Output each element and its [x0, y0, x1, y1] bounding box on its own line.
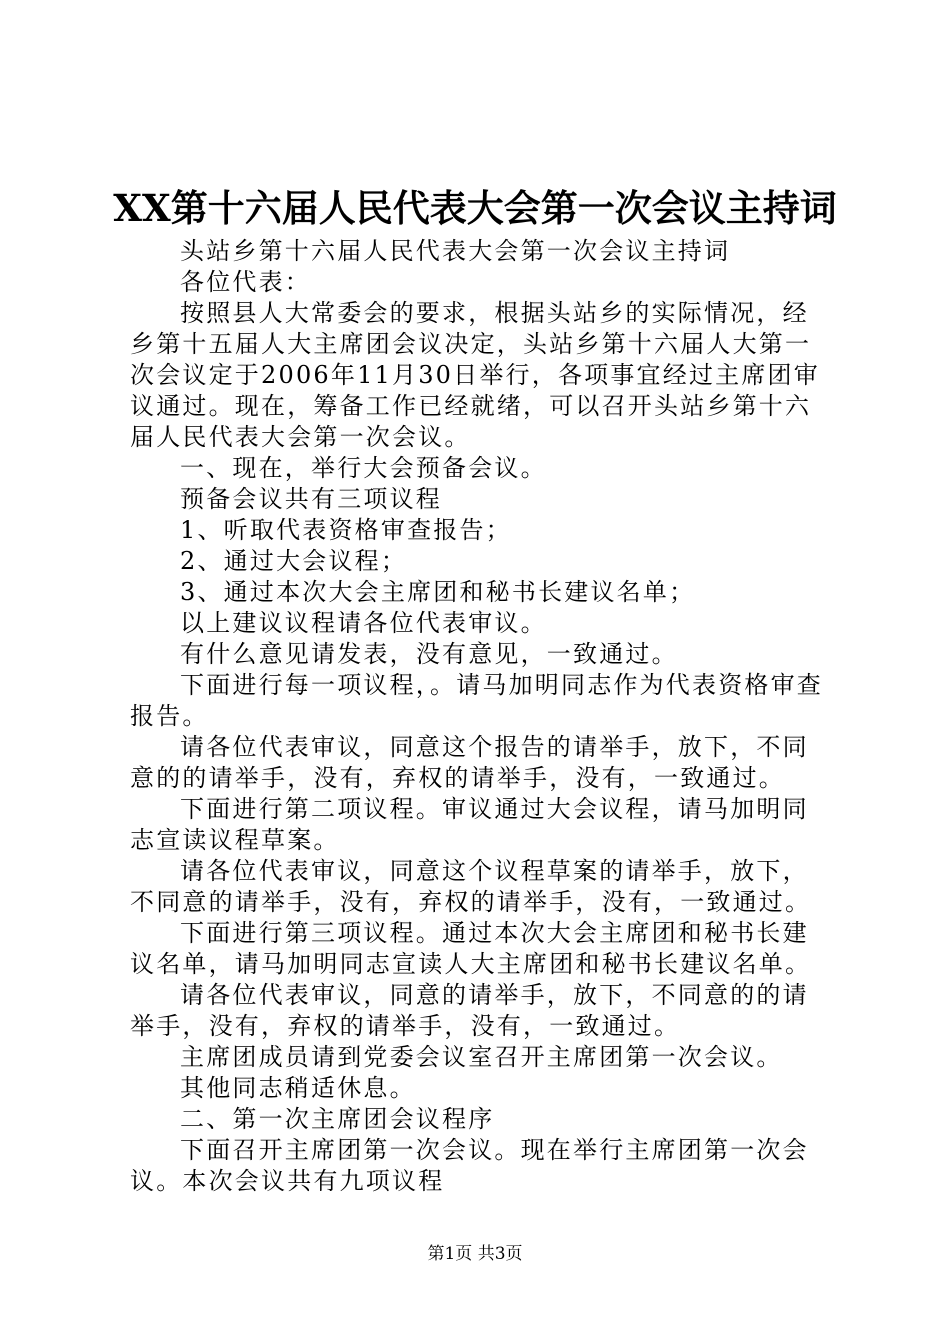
paragraph: 3、通过本次大会主席团和秘书长建议名单； — [180, 578, 696, 606]
paragraph: 2、通过大会议程； — [180, 547, 408, 575]
paragraph: 1、听取代表资格审查报告； — [180, 516, 512, 544]
document-body — [130, 236, 830, 1197]
paragraph: 按照县人大常委会的要求，根据头站乡的实际情况，经乡第十五届人大主席团会议决定，头站乡第十六届人大第一次会议定于2006年11月30日举行，各项事宜经过主席团审议通过。现在，筹备工作已经就绪，可以召开头站乡第十六届人民代表大会第一次会议。 — [130, 299, 820, 451]
paragraph: 预备会议共有三项议程 — [180, 485, 442, 513]
paragraph: 下面进行第二项议程。审议通过大会议程，请马加明同志宣读议程草案。 — [130, 795, 809, 854]
paragraph: 头站乡第十六届人民代表大会第一次会议主持词 — [180, 237, 731, 265]
paragraph: 主席团成员请到党委会议室召开主席团第一次会议。 — [180, 1043, 783, 1071]
page-number: 第1页 共3页 — [427, 1244, 523, 1264]
paragraph: 二、第一次主席团会议程序 — [180, 1105, 495, 1133]
paragraph: 以上建议议程请各位代表审议。 — [180, 609, 547, 637]
paragraph: 其他同志稍适休息。 — [180, 1074, 416, 1102]
paragraph: 各位代表： — [180, 268, 311, 296]
paragraph: 一、现在，举行大会预备会议。 — [180, 454, 547, 482]
paragraph: 请各位代表审议，同意这个议程草案的请举手，放下，不同意的请举手，没有，弃权的请举手，没有，一致通过。 — [130, 857, 812, 916]
paragraph: 下面进行每一项议程，。请马加明同志作为代表资格审查报告。 — [130, 671, 823, 730]
paragraph: 请各位代表审议，同意这个报告的请举手，放下，不同意的的请举手，没有，弃权的请举手，没有，一致通过。 — [130, 733, 809, 792]
paragraph: 下面进行第三项议程。通过本次大会主席团和秘书长建议名单，请马加明同志宣读人大主席团和秘书长建议名单。 — [130, 919, 812, 978]
paragraph: 下面召开主席团第一次会议。现在举行主席团第一次会议。本次会议共有九项议程 — [130, 1136, 809, 1195]
paragraph: 有什么意见请发表，没有意见，一致通过。 — [180, 640, 678, 668]
paragraph: 请各位代表审议，同意的请举手，放下，不同意的的请举手，没有，弃权的请举手，没有，一致通过。 — [130, 981, 809, 1040]
document-title: XX第十六届人民代表大会第一次会议主持词 — [113, 186, 837, 230]
